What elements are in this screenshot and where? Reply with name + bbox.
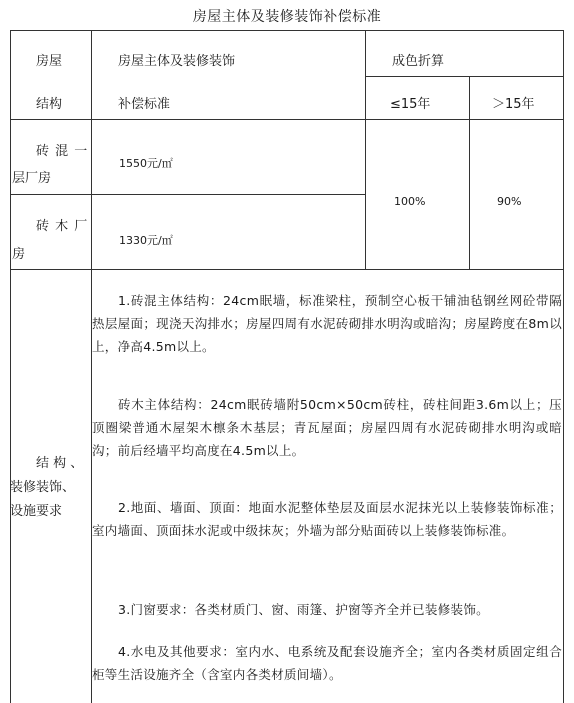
rate-gt15-value: 90% <box>497 195 522 208</box>
requirement-paragraph-4: 3.门窗要求：各类材质门、窗、雨篷、护窗等齐全并已装修装饰。 <box>118 602 489 617</box>
rows-bottom-rule <box>10 269 564 270</box>
table-border-left <box>10 30 11 703</box>
row-1-price: 1550元/㎡ <box>119 157 173 170</box>
row-1-structure-line2: 层厂房 <box>12 171 52 186</box>
requirement-paragraph-3: 2.地面、墙面、顶面：地面水泥整体垫层及面层水泥抹光以上装修装饰标准；室内墙面、顶面抹水泥或中级抹灰；外墙为部分贴面砖以上装修装饰标准。 <box>92 500 562 538</box>
subheader-rule <box>365 76 564 77</box>
row-2-structure-line2: 房 <box>12 247 26 262</box>
col-divider-rate <box>469 76 470 269</box>
requirements-label-line2: 装修装饰、 <box>10 480 76 495</box>
header-standard-line1: 房屋主体及装修装饰 <box>118 54 236 69</box>
requirements-label <box>10 452 90 524</box>
table-border-top <box>10 30 564 31</box>
requirements-label-line3: 设施要求 <box>10 504 63 519</box>
header-le15-years: ≤15年 <box>390 97 431 112</box>
requirement-paragraph-1: 1.砖混主体结构：24cm眠墙，标准梁柱，预制空心板干铺油毡钢丝网砼带隔热层屋面；现浇天沟排水；房屋四周有水泥砖砌排水明沟或暗沟；房屋跨度在8m以上，净高4.5m以上。 <box>92 293 562 354</box>
header-structure-line1: 房屋 <box>36 54 63 69</box>
requirements-label-line1: 结 构 、 <box>36 456 84 471</box>
row-divider <box>10 194 365 195</box>
header-standard-line2: 补偿标准 <box>118 97 171 112</box>
row-2-price: 1330元/㎡ <box>119 234 173 247</box>
col-divider-standard <box>365 30 366 269</box>
row-1-structure-line1: 砖 混 一 <box>36 144 89 159</box>
table-border-right <box>563 30 564 703</box>
header-depreciation: 成色折算 <box>392 54 445 69</box>
rate-le15-value: 100% <box>394 195 426 208</box>
header-bottom-rule <box>10 119 564 120</box>
row-2-structure-line1: 砖 木 厂 <box>36 219 89 234</box>
requirement-paragraph-5: 4.水电及其他要求：室内水、电系统及配套设施齐全；室内各类材质固定组合柜等生活设施齐全（含室内各类材质间墙）。 <box>92 644 562 682</box>
document-title: 房屋主体及装修装饰补偿标准 <box>192 9 382 25</box>
header-gt15-years: ＞15年 <box>492 97 535 112</box>
requirement-paragraph-2: 砖木主体结构：24cm眠砖墙附50cm×50cm砖柱，砖柱间距3.6m以上；压顶圈梁普通木屋架木檩条木基层；青瓦屋面；房屋四周有水泥砖砌排水明沟或暗沟；前后经墙平均高度在4.5m以上。 <box>92 397 562 458</box>
header-structure-line2: 结构 <box>36 97 63 112</box>
